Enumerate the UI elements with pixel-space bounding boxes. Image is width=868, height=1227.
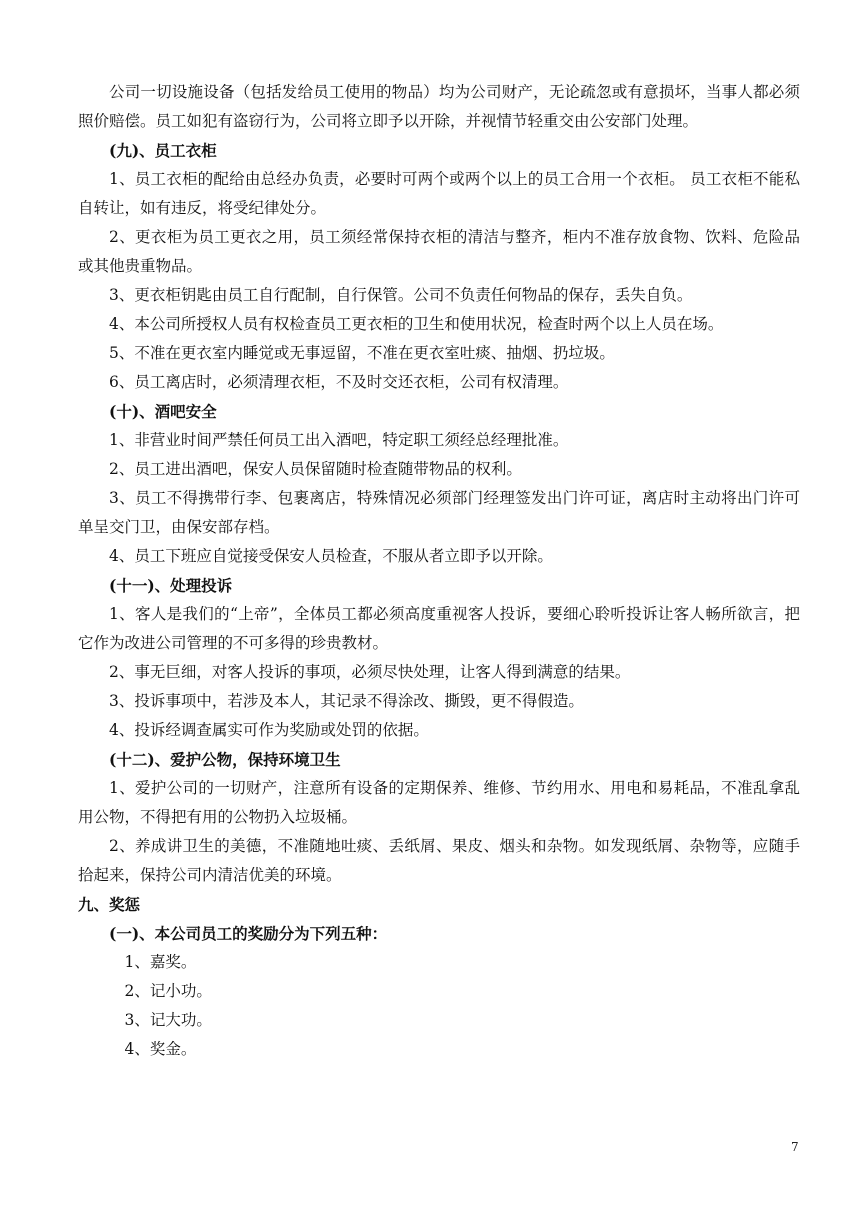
chapter-9-heading: 九、奖惩	[78, 895, 141, 914]
section-12-item: 2、养成讲卫生的美德，不准随地吐痰、丢纸屑、果皮、烟头和杂物。如发现纸屑、杂物等，应随手拾起来，保持公司内清洁优美的环境。	[78, 837, 800, 884]
reward-item: 2、记小功。	[124, 982, 212, 1000]
section-9-item: 5、不准在更衣室内睡觉或无事逗留，不准在更衣室吐痰、抽烟、扔垃圾。	[109, 344, 615, 362]
reward-item: 4、奖金。	[124, 1040, 197, 1058]
section-9-item: 6、员工离店时，必须清理衣柜，不及时交还衣柜，公司有权清理。	[109, 373, 569, 391]
section-10-heading: (十)、酒吧安全	[109, 402, 217, 421]
section-11-item: 1、客人是我们的“上帝”，全体员工都必须高度重视客人投诉，要细心聆听投诉让客人畅所欲言，把它作为改进公司管理的不可多得的珍贵教材。	[78, 605, 800, 652]
section-10-item: 2、员工进出酒吧，保安人员保留随时检查随带物品的权利。	[109, 460, 522, 478]
section-11-item: 2、事无巨细，对客人投诉的事项，必须尽快处理，让客人得到满意的结果。	[109, 663, 631, 681]
page-number: 7	[791, 1140, 799, 1154]
intro-paragraph: 公司一切设施设备（包括发给员工使用的物品）均为公司财产，无论疏忽或有意损坏，当事人都必须照价赔偿。员工如犯有盗窃行为，公司将立即予以开除，并视情节轻重交由公安部门处理。	[78, 83, 800, 130]
section-9-heading: (九)、员工衣柜	[109, 141, 217, 160]
section-9-item: 2、更衣柜为员工更衣之用，员工须经常保持衣柜的清洁与整齐，柜内不准存放食物、饮料、危险品或其他贵重物品。	[78, 228, 800, 275]
reward-item: 3、记大功。	[124, 1011, 212, 1029]
section-11-heading: (十一)、处理投诉	[109, 576, 233, 595]
rewards-heading: (一)、本公司员工的奖励分为下列五种：	[109, 924, 388, 943]
section-12-item: 1、爱护公司的一切财产，注意所有设备的定期保养、维修、节约用水、用电和易耗品，不准乱拿乱用公物，不得把有用的公物扔入垃圾桶。	[78, 779, 800, 826]
document-page	[78, 78, 800, 1064]
section-9-item: 4、本公司所授权人员有权检查员工更衣柜的卫生和使用状况，检查时两个以上人员在场。	[109, 315, 724, 333]
section-10-item: 3、员工不得携带行李、包裹离店，特殊情况必须部门经理签发出门许可证，离店时主动将出门许可单呈交门卫，由保安部存档。	[78, 489, 800, 536]
section-11-item: 3、投诉事项中，若涉及本人，其记录不得涂改、撕毁，更不得假造。	[109, 692, 584, 710]
section-11-item: 4、投诉经调查属实可作为奖励或处罚的依据。	[109, 721, 429, 739]
section-10-item: 4、员工下班应自觉接受保安人员检查，不服从者立即予以开除。	[109, 547, 553, 565]
section-10-item: 1、非营业时间严禁任何员工出入酒吧，特定职工须经总经理批准。	[109, 431, 569, 449]
section-9-item: 3、更衣柜钥匙由员工自行配制，自行保管。公司不负责任何物品的保存，丢失自负。	[109, 286, 693, 304]
reward-item: 1、嘉奖。	[124, 953, 197, 971]
section-9-item: 1、员工衣柜的配给由总经办负责，必要时可两个或两个以上的员工合用一个衣柜。 员工衣柜不能私自转让，如有违反，将受纪律处分。	[78, 170, 800, 217]
section-12-heading: (十二)、爱护公物，保持环境卫生	[109, 750, 341, 769]
